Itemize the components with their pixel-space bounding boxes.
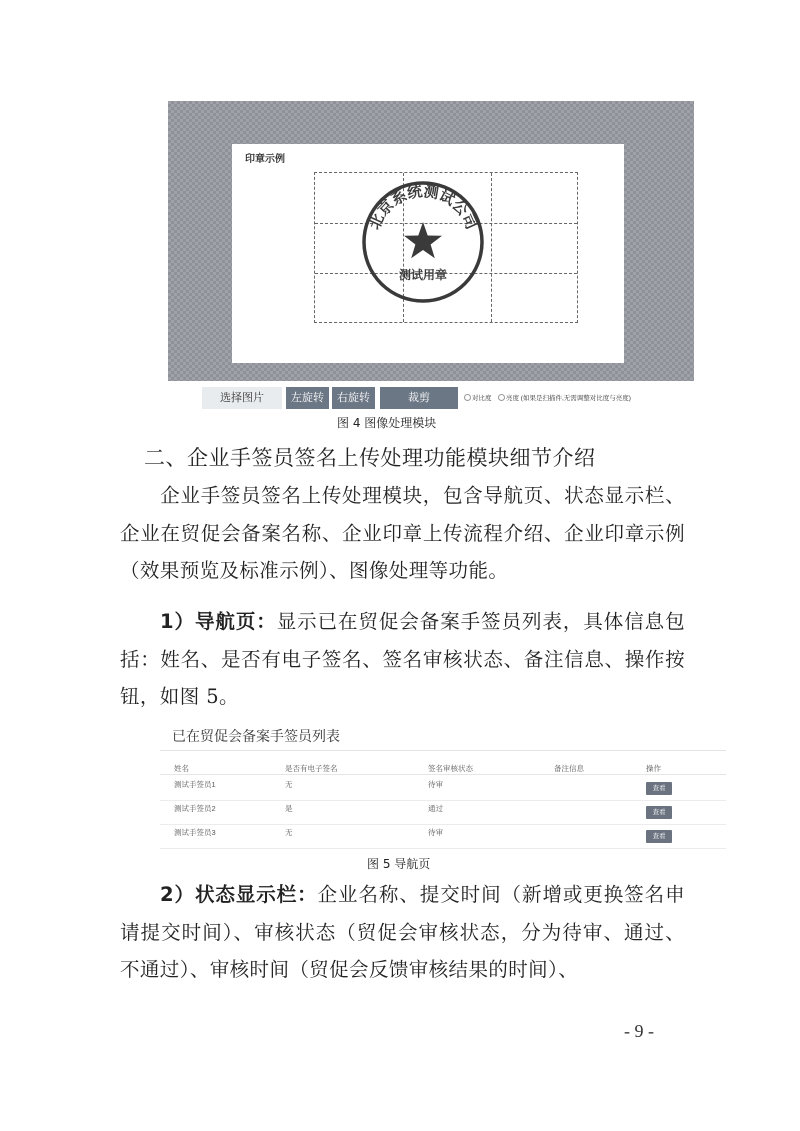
paragraph-navigation-lead: 1）导航页： <box>160 610 277 633</box>
figure5-caption: 图 5 导航页 <box>367 857 431 871</box>
contrast-radio[interactable] <box>464 394 471 401</box>
esign-value: 是 <box>285 804 293 813</box>
paragraph-status-bar-text: 企业名称、提交时间（新增或更换签名申请提交时间）、审核状态（贸促会审核状态，分为待审、通过、不通过）、审核时间（贸促会反馈审核结果的时间）、 <box>120 883 685 981</box>
table-header <box>160 760 726 775</box>
image-processing-figure <box>168 101 694 381</box>
view-button[interactable]: 查看 <box>646 830 672 843</box>
review-status: 通过 <box>428 804 443 813</box>
column-header: 操作 <box>646 764 661 773</box>
paragraph-intro <box>120 477 685 590</box>
esign-value: 无 <box>285 780 293 789</box>
paragraph-navigation <box>120 603 685 716</box>
signer-name: 测试手签员3 <box>174 828 216 837</box>
table-row <box>160 776 726 801</box>
crop-grid-line <box>491 173 492 322</box>
seal-center-text: 测试用章 <box>398 268 448 282</box>
rotate-right-button[interactable]: 右旋转 <box>332 387 375 409</box>
esign-value: 无 <box>285 828 293 837</box>
canvas-title: 印章示例 <box>245 154 285 165</box>
view-button[interactable]: 查看 <box>646 806 672 819</box>
column-header: 备注信息 <box>554 764 584 773</box>
company-seal <box>359 178 487 306</box>
page-number: - 9 - <box>624 1021 654 1041</box>
brightness-label: 亮度 (如果是扫描件,无需调整对比度与亮度) <box>506 395 631 402</box>
crop-button[interactable]: 裁剪 <box>380 387 458 409</box>
seal-ring-text: 北京系统测试公司 <box>365 182 481 233</box>
brightness-radio[interactable] <box>498 394 505 401</box>
view-button[interactable]: 查看 <box>646 782 672 795</box>
seal-preview-canvas <box>232 144 624 363</box>
column-header: 姓名 <box>174 764 189 773</box>
divider <box>160 750 726 751</box>
table-row <box>160 800 726 825</box>
star-icon <box>404 222 442 258</box>
select-image-button[interactable]: 选择图片 <box>202 387 282 409</box>
image-toolbar <box>168 385 694 409</box>
paragraph-status-bar-lead: 2）状态显示栏： <box>160 883 318 906</box>
signer-name: 测试手签员1 <box>174 780 216 789</box>
section-heading: 二、企业手签员签名上传处理功能模块细节介绍 <box>144 446 596 470</box>
signer-list-title: 已在贸促会备案手签员列表 <box>172 729 340 745</box>
paragraph-status-bar <box>120 876 685 989</box>
paragraph-navigation-text: 显示已在贸促会备案手签员列表，具体信息包括：姓名、是否有电子签名、签名审核状态、备注信息、操作按钮，如图 5。 <box>120 610 685 708</box>
figure4-caption: 图 4 图像处理模块 <box>337 416 437 430</box>
signer-name: 测试手签员2 <box>174 804 216 813</box>
rotate-left-button[interactable]: 左旋转 <box>286 387 329 409</box>
review-status: 待审 <box>428 828 443 837</box>
column-header: 签名审核状态 <box>428 764 473 773</box>
column-header: 是否有电子签名 <box>285 764 338 773</box>
paragraph-intro-text: 企业手签员签名上传处理模块，包含导航页、状态显示栏、企业在贸促会备案名称、企业印章上传流程介绍、企业印章示例（效果预览及标准示例）、图像处理等功能。 <box>120 484 685 582</box>
contrast-label: 对比度 <box>472 395 492 402</box>
table-row <box>160 824 726 849</box>
navigation-figure <box>160 726 726 854</box>
review-status: 待审 <box>428 780 443 789</box>
